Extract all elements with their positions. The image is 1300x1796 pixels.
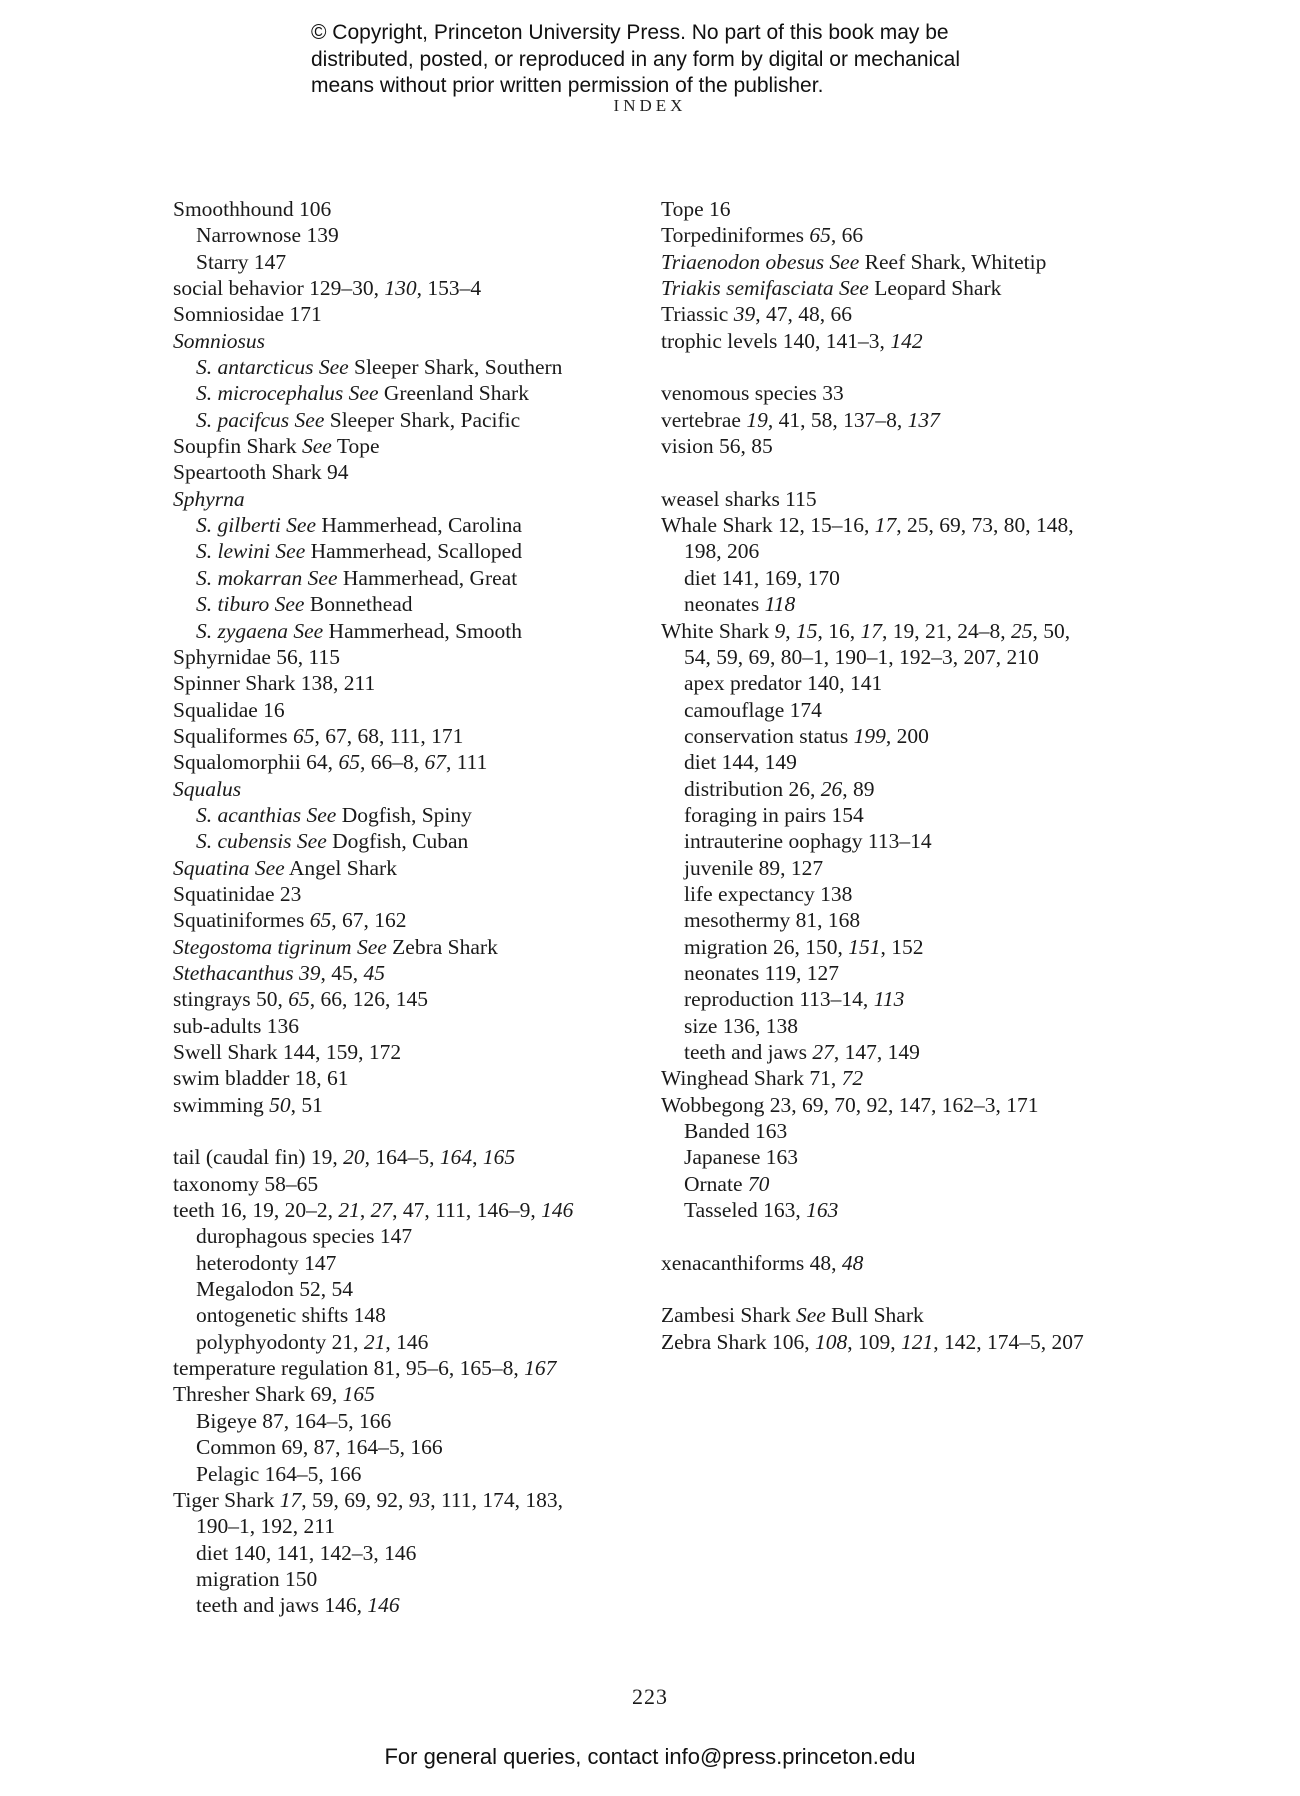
italic-text: 20 bbox=[343, 1145, 365, 1170]
italic-text: S. gilberti See bbox=[196, 513, 317, 538]
index-subentry bbox=[661, 802, 1151, 828]
index-spacer bbox=[661, 354, 1151, 380]
entry-text: vision 56, 85 bbox=[661, 434, 773, 459]
index-entry bbox=[173, 459, 643, 485]
entry-text: Squatinidae 23 bbox=[173, 881, 302, 906]
entry-text: migration 26, 150, bbox=[684, 934, 849, 959]
italic-text: 39 bbox=[733, 302, 756, 327]
index-subentry bbox=[173, 802, 643, 828]
entry-text: Tope bbox=[331, 434, 380, 459]
index-subentry bbox=[173, 1302, 643, 1328]
entry-text: Squalomorphii 64, bbox=[173, 750, 339, 775]
italic-text: 121 bbox=[901, 1329, 934, 1354]
entry-text: Thresher Shark 69, bbox=[173, 1382, 343, 1407]
entry-text: life expectancy 138 bbox=[684, 881, 853, 906]
index-entry bbox=[661, 328, 1151, 354]
index-entry bbox=[661, 380, 1151, 406]
entry-text: diet 141, 169, 170 bbox=[684, 565, 840, 590]
entry-text: , 147, 149 bbox=[833, 1040, 920, 1064]
italic-text: 130 bbox=[384, 276, 417, 301]
index-column-right bbox=[661, 196, 1151, 1355]
italic-text: 26 bbox=[820, 776, 843, 801]
entry-text: Dogfish, Spiny bbox=[336, 802, 472, 827]
index-subentry bbox=[661, 960, 1151, 986]
entry-text: Speartooth Shark 94 bbox=[173, 460, 349, 485]
entry-text: apex predator 140, 141 bbox=[684, 671, 883, 696]
italic-text: 146 bbox=[367, 1593, 400, 1618]
entry-text: , 45, bbox=[320, 960, 364, 985]
index-subentry bbox=[173, 1329, 643, 1355]
entry-text: durophagous species 147 bbox=[196, 1224, 413, 1249]
index-entry bbox=[173, 855, 643, 881]
entry-text: Bonnethead bbox=[304, 592, 413, 617]
entry-text: , 142, 174–5, 207 bbox=[933, 1329, 1084, 1354]
italic-text: 67 bbox=[424, 750, 446, 775]
italic-text: 48 bbox=[841, 1250, 864, 1275]
entry-text: neonates bbox=[684, 592, 765, 617]
entry-text: Banded 163 bbox=[684, 1119, 788, 1144]
index-entry bbox=[173, 907, 643, 933]
italic-text: S. mokarran See bbox=[196, 565, 338, 590]
contact-footer: For general queries, contact info@press.princeton.edu bbox=[384, 1744, 916, 1769]
italic-text: Triaenodon obesus See bbox=[661, 249, 860, 274]
index-entry bbox=[173, 328, 643, 354]
entry-text: Bigeye 87, 164–5, 166 bbox=[196, 1408, 392, 1433]
index-subentry bbox=[661, 934, 1151, 960]
index-subentry bbox=[173, 618, 643, 644]
index-spacer bbox=[173, 1118, 643, 1144]
entry-text: foraging in pairs 154 bbox=[684, 802, 864, 827]
index-subentry bbox=[661, 1197, 1151, 1223]
index-subentry bbox=[173, 1276, 643, 1302]
italic-text: 164 bbox=[439, 1145, 473, 1170]
index-subentry bbox=[173, 222, 643, 248]
italic-text: S. cubensis See bbox=[196, 829, 327, 854]
index-entry bbox=[173, 934, 643, 960]
italic-text: 137 bbox=[907, 407, 940, 432]
entry-text: Ornate bbox=[684, 1171, 748, 1196]
entry-text: Somniosidae 171 bbox=[173, 302, 322, 327]
entry-text: camouflage 174 bbox=[684, 697, 822, 722]
index-subentry bbox=[173, 565, 643, 591]
italic-text: S. lewini See bbox=[196, 539, 306, 564]
italic-text: 21 bbox=[338, 1198, 360, 1223]
entry-text: Swell Shark 144, 159, 172 bbox=[173, 1040, 402, 1064]
entry-text: , 111, 174, 183, bbox=[430, 1487, 563, 1512]
index-subentry bbox=[661, 776, 1151, 802]
italic-text: Stethacanthus 39 bbox=[173, 960, 321, 985]
italic-text: 93 bbox=[408, 1487, 431, 1512]
copyright-line: means without prior written permission of the publisher. bbox=[311, 74, 824, 97]
index-entry bbox=[173, 881, 643, 907]
italic-text: 9 bbox=[774, 618, 786, 643]
entry-text: distribution 26, bbox=[684, 776, 821, 801]
index-entry bbox=[173, 486, 643, 512]
italic-text: S. tiburo See bbox=[196, 592, 305, 617]
italic-text: Sphyrna bbox=[173, 486, 245, 511]
entry-text: polyphyodonty 21, bbox=[196, 1329, 364, 1354]
index-entry bbox=[173, 644, 643, 670]
index-subentry bbox=[173, 380, 643, 406]
index-subentry bbox=[661, 1039, 1151, 1065]
index-entry bbox=[661, 275, 1151, 301]
entry-text: 198, 206 bbox=[684, 539, 760, 564]
index-entry bbox=[661, 196, 1151, 222]
entry-text: , 89 bbox=[842, 776, 875, 801]
entry-text: , 25, 69, 73, 80, 148, bbox=[896, 513, 1074, 538]
entry-text: migration 150 bbox=[196, 1566, 318, 1591]
entry-text: Zebra Shark 106, bbox=[661, 1329, 816, 1354]
entry-text: , 66 bbox=[830, 223, 864, 248]
italic-text: 163 bbox=[806, 1198, 839, 1223]
entry-text: Winghead Shark 71, bbox=[661, 1066, 842, 1091]
index-subentry bbox=[661, 749, 1151, 775]
entry-text: Hammerhead, Carolina bbox=[316, 513, 522, 538]
index-subentry bbox=[173, 1592, 643, 1618]
index-entry bbox=[661, 1092, 1151, 1118]
index-entry bbox=[173, 196, 643, 222]
index-entry bbox=[661, 618, 1151, 644]
entry-text: diet 144, 149 bbox=[684, 750, 797, 775]
index-subentry bbox=[661, 723, 1151, 749]
index-entry bbox=[173, 301, 643, 327]
index-subentry bbox=[173, 1223, 643, 1249]
entry-text: intrauterine oophagy 113–14 bbox=[684, 829, 932, 854]
italic-text: S. microcephalus See bbox=[196, 381, 379, 406]
index-entry bbox=[173, 1381, 643, 1407]
entry-text: Greenland Shark bbox=[378, 381, 529, 406]
page-number: 223 bbox=[632, 1684, 668, 1709]
index-entry bbox=[173, 1039, 643, 1065]
entry-text: Common 69, 87, 164–5, 166 bbox=[196, 1435, 443, 1460]
entry-text: diet 140, 141, 142–3, 146 bbox=[196, 1540, 417, 1565]
index-entry bbox=[661, 1302, 1151, 1328]
entry-text: social behavior 129–30, bbox=[173, 276, 385, 301]
index-entry bbox=[661, 486, 1151, 512]
entry-text: 54, 59, 69, 80–1, 190–1, 192–3, 207, 210 bbox=[684, 644, 1039, 669]
entry-text: swimming bbox=[173, 1092, 270, 1117]
entry-text: , 164–5, bbox=[364, 1145, 440, 1170]
index-entry bbox=[173, 776, 643, 802]
entry-text: swim bladder 18, 61 bbox=[173, 1066, 349, 1091]
entry-text: conservation status bbox=[684, 723, 854, 748]
entry-text: Squalidae 16 bbox=[173, 697, 285, 722]
italic-text: 65 bbox=[293, 723, 315, 748]
entry-text: Tasseled 163, bbox=[684, 1198, 807, 1223]
index-subentry bbox=[661, 986, 1151, 1012]
index-subentry bbox=[661, 828, 1151, 854]
running-head: INDEX bbox=[613, 96, 687, 115]
italic-text: See bbox=[795, 1303, 826, 1328]
index-entry bbox=[173, 1171, 643, 1197]
entry-text: Hammerhead, Great bbox=[337, 565, 518, 590]
index-subentry bbox=[661, 644, 1151, 670]
entry-text: trophic levels 140, 141–3, bbox=[661, 328, 891, 353]
italic-text: Squalus bbox=[173, 776, 242, 801]
index-entry bbox=[661, 1329, 1151, 1355]
italic-text: 108 bbox=[815, 1329, 848, 1354]
index-spacer bbox=[661, 459, 1151, 485]
italic-text: Triakis semifasciata See bbox=[661, 276, 869, 301]
entry-text: , 111 bbox=[445, 750, 488, 775]
entry-text: Soupfin Shark bbox=[173, 434, 302, 459]
index-subentry bbox=[661, 591, 1151, 617]
entry-text: ontogenetic shifts 148 bbox=[196, 1303, 386, 1328]
index-subentry bbox=[173, 591, 643, 617]
index-subentry bbox=[661, 697, 1151, 723]
entry-text: , 153–4 bbox=[416, 276, 482, 301]
entry-text: mesothermy 81, 168 bbox=[684, 908, 861, 933]
index-spacer bbox=[661, 1276, 1151, 1302]
entry-text: Smoothhound 106 bbox=[173, 197, 332, 221]
index-subentry bbox=[661, 1013, 1151, 1039]
entry-text: Torpediniformes bbox=[661, 223, 810, 248]
entry-text: , bbox=[472, 1145, 483, 1170]
index-entry bbox=[661, 249, 1151, 275]
index-entry bbox=[173, 1355, 643, 1381]
index-entry bbox=[173, 960, 643, 986]
entry-text: teeth and jaws 146, bbox=[196, 1593, 368, 1618]
entry-text: Japanese 163 bbox=[684, 1145, 799, 1170]
index-subentry bbox=[661, 538, 1151, 564]
entry-text: 190–1, 192, 211 bbox=[196, 1514, 335, 1539]
entry-text: reproduction 113–14, bbox=[684, 987, 874, 1012]
index-column-left bbox=[173, 196, 643, 1619]
entry-text: , 47, 48, 66 bbox=[755, 302, 852, 327]
italic-text: Squatina See bbox=[173, 855, 285, 880]
entry-text: White Shark bbox=[661, 618, 775, 643]
entry-text: , 50, bbox=[1032, 618, 1071, 643]
italic-text: 25 bbox=[1010, 618, 1033, 643]
italic-text: 21 bbox=[363, 1329, 386, 1354]
italic-text: 15 bbox=[795, 618, 818, 643]
entry-text: , 66, 126, 145 bbox=[309, 987, 429, 1012]
index-entry bbox=[661, 301, 1151, 327]
italic-text: 65 bbox=[338, 750, 360, 775]
entry-text: , 67, 162 bbox=[331, 908, 407, 933]
italic-text: S. antarcticus See bbox=[196, 355, 349, 380]
entry-text: stingrays 50, bbox=[173, 987, 289, 1012]
entry-text: , 41, 58, 137–8, bbox=[767, 407, 908, 432]
entry-text: Narrownose 139 bbox=[196, 223, 339, 248]
entry-text: Bull Shark bbox=[825, 1303, 924, 1328]
index-subentry bbox=[661, 1144, 1151, 1170]
italic-text: 17 bbox=[279, 1487, 302, 1512]
entry-text: Spinner Shark 138, 211 bbox=[173, 671, 376, 696]
italic-text: 146 bbox=[541, 1198, 574, 1223]
entry-text: venomous species 33 bbox=[661, 381, 844, 406]
entry-text: Triassic bbox=[661, 302, 734, 327]
entry-text: sub-adults 136 bbox=[173, 1013, 300, 1038]
entry-text: , 16, bbox=[817, 618, 861, 643]
entry-text: Hammerhead, Scalloped bbox=[305, 539, 522, 564]
entry-text: neonates 119, 127 bbox=[684, 960, 840, 985]
index-subentry bbox=[661, 670, 1151, 696]
entry-text: Leopard Shark bbox=[868, 276, 1002, 301]
italic-text: S. pacifcus See bbox=[196, 407, 325, 432]
index-entry bbox=[173, 1065, 643, 1091]
index-entry bbox=[173, 670, 643, 696]
index-entry bbox=[173, 1092, 643, 1118]
italic-text: 27 bbox=[812, 1040, 834, 1064]
entry-text: xenacanthiforms 48, bbox=[661, 1250, 842, 1275]
entry-text: , 51 bbox=[290, 1092, 323, 1117]
index-subentry bbox=[173, 407, 643, 433]
index-entry bbox=[661, 433, 1151, 459]
index-subentry bbox=[173, 538, 643, 564]
index-subentry bbox=[173, 354, 643, 380]
entry-text: Angel Shark bbox=[284, 855, 397, 880]
index-subentry bbox=[173, 1461, 643, 1487]
italic-text: 17 bbox=[860, 618, 882, 643]
index-subentry bbox=[173, 1566, 643, 1592]
entry-text: Wobbegong 23, 69, 70, 92, 147, 162–3, 171 bbox=[661, 1092, 1039, 1117]
entry-text: , bbox=[785, 618, 796, 643]
entry-text: taxonomy 58–65 bbox=[173, 1171, 319, 1196]
italic-text: 165 bbox=[342, 1382, 375, 1407]
italic-text: See bbox=[302, 434, 332, 459]
index-entry bbox=[173, 749, 643, 775]
index-entry bbox=[661, 407, 1151, 433]
italic-text: 199 bbox=[853, 723, 886, 748]
italic-text: S. acanthias See bbox=[196, 802, 337, 827]
italic-text: S. zygaena See bbox=[196, 618, 324, 643]
index-entry bbox=[173, 697, 643, 723]
index-entry bbox=[173, 723, 643, 749]
entry-text: teeth 16, 19, 20–2, bbox=[173, 1198, 339, 1223]
italic-text: 19 bbox=[746, 407, 768, 432]
entry-text: Zambesi Shark bbox=[661, 1303, 796, 1328]
entry-text: , 200 bbox=[885, 723, 929, 748]
index-entry bbox=[661, 512, 1151, 538]
entry-text: vertebrae bbox=[661, 407, 747, 432]
copyright-notice bbox=[311, 20, 1031, 100]
index-spacer bbox=[661, 1223, 1151, 1249]
index-subentry bbox=[661, 907, 1151, 933]
index-entry bbox=[173, 433, 643, 459]
entry-text: , 59, 69, 92, bbox=[301, 1487, 409, 1512]
index-subentry bbox=[173, 249, 643, 275]
entry-text: Sleeper Shark, Pacific bbox=[324, 407, 521, 432]
index-subentry bbox=[173, 1250, 643, 1276]
index-entry bbox=[661, 222, 1151, 248]
entry-text: Starry 147 bbox=[196, 249, 287, 274]
entry-text: tail (caudal fin) 19, bbox=[173, 1145, 344, 1170]
entry-text: Megalodon 52, 54 bbox=[196, 1277, 354, 1302]
italic-text: 65 bbox=[809, 223, 831, 248]
index-entry bbox=[173, 1013, 643, 1039]
index-subentry bbox=[661, 881, 1151, 907]
entry-text: , 66–8, bbox=[359, 750, 425, 775]
copyright-line: distributed, posted, or reproduced in any form by digital or mechanical bbox=[311, 47, 961, 71]
italic-text: 17 bbox=[874, 513, 897, 538]
index-entry bbox=[173, 986, 643, 1012]
italic-text: 72 bbox=[841, 1066, 864, 1091]
entry-text: , bbox=[359, 1198, 371, 1223]
italic-text: 45 bbox=[363, 960, 385, 985]
italic-text: 167 bbox=[524, 1356, 557, 1381]
index-subentry bbox=[173, 1540, 643, 1566]
entry-text: , 47, 111, 146–9, bbox=[392, 1198, 542, 1223]
index-entry bbox=[661, 1250, 1151, 1276]
italic-text: 151 bbox=[848, 934, 881, 959]
entry-text: heterodonty 147 bbox=[196, 1250, 337, 1275]
italic-text: 70 bbox=[747, 1171, 770, 1196]
entry-text: , 19, 21, 24–8, bbox=[881, 618, 1011, 643]
entry-text: Hammerhead, Smooth bbox=[323, 618, 523, 643]
entry-text: Sphyrnidae 56, 115 bbox=[173, 644, 341, 669]
entry-text: temperature regulation 81, 95–6, 165–8, bbox=[173, 1356, 525, 1381]
entry-text: , 146 bbox=[385, 1329, 429, 1354]
italic-text: Somniosus bbox=[173, 328, 265, 353]
index-subentry bbox=[661, 565, 1151, 591]
entry-text: juvenile 89, 127 bbox=[684, 855, 824, 880]
index-subentry bbox=[173, 1434, 643, 1460]
index-entry bbox=[173, 275, 643, 301]
entry-text: Reef Shark, Whitetip bbox=[859, 249, 1047, 274]
italic-text: 118 bbox=[764, 592, 796, 617]
index-entry bbox=[173, 1487, 643, 1513]
index-entry bbox=[173, 1144, 643, 1170]
entry-text: Whale Shark 12, 15–16, bbox=[661, 513, 875, 538]
index-subentry bbox=[173, 1408, 643, 1434]
entry-text: Zebra Shark bbox=[386, 934, 498, 959]
italic-text: Stegostoma tigrinum See bbox=[173, 934, 387, 959]
index-subentry bbox=[661, 1171, 1151, 1197]
index-entry bbox=[173, 1197, 643, 1223]
entry-text: Squaliformes bbox=[173, 723, 294, 748]
entry-text: weasel sharks 115 bbox=[661, 486, 817, 511]
italic-text: 142 bbox=[890, 328, 923, 353]
index-subentry bbox=[173, 1513, 643, 1539]
entry-text: Sleeper Shark, Southern bbox=[348, 355, 563, 380]
italic-text: 165 bbox=[482, 1145, 516, 1170]
index-subentry bbox=[173, 512, 643, 538]
entry-text: , 67, 68, 111, 171 bbox=[314, 723, 464, 748]
entry-text: , 109, bbox=[847, 1329, 902, 1354]
entry-text: , 152 bbox=[880, 934, 924, 959]
italic-text: 113 bbox=[873, 987, 905, 1012]
italic-text: 65 bbox=[309, 908, 332, 933]
index-subentry bbox=[173, 828, 643, 854]
copyright-line: © Copyright, Princeton University Press. No part of this book may be bbox=[311, 21, 949, 44]
italic-text: 65 bbox=[288, 987, 310, 1012]
entry-text: Pelagic 164–5, 166 bbox=[196, 1461, 362, 1486]
entry-text: teeth and jaws bbox=[684, 1040, 813, 1064]
entry-text: Tiger Shark bbox=[173, 1487, 280, 1512]
entry-text: Squatiniformes bbox=[173, 908, 310, 933]
entry-text: Tope 16 bbox=[661, 197, 731, 221]
index-subentry bbox=[661, 855, 1151, 881]
entry-text: Dogfish, Cuban bbox=[326, 829, 469, 854]
italic-text: 27 bbox=[370, 1198, 393, 1223]
entry-text: size 136, 138 bbox=[684, 1013, 799, 1038]
index-subentry bbox=[661, 1118, 1151, 1144]
index-entry bbox=[661, 1065, 1151, 1091]
italic-text: 50 bbox=[269, 1092, 291, 1117]
